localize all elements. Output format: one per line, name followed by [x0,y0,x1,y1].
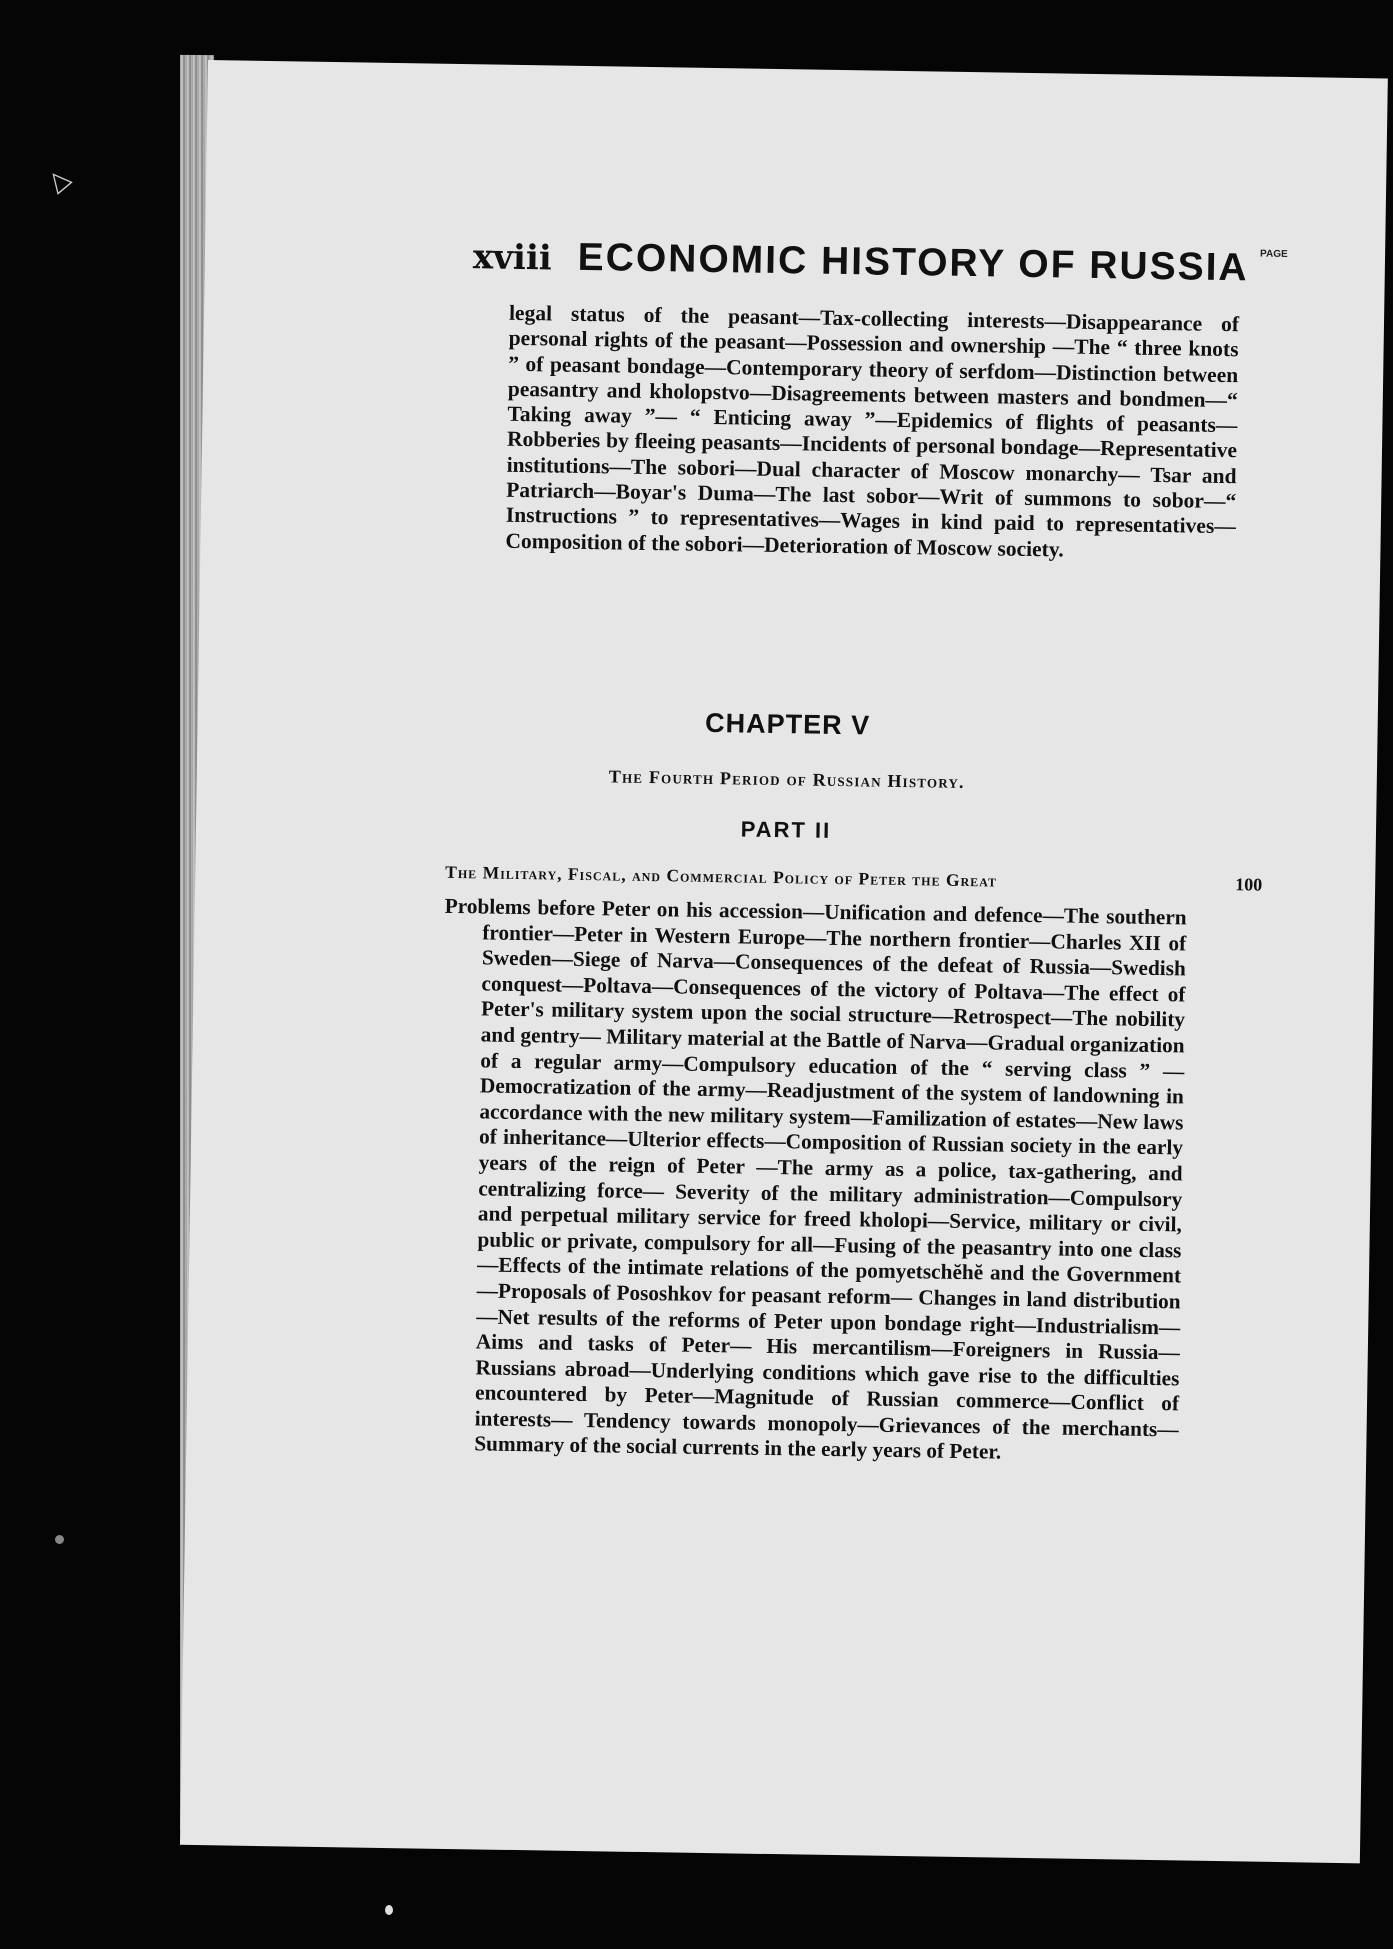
book-page [180,60,1388,1863]
chapter-summary: Problems before Peter on his accession—Unification and defence—The southern frontier—Peter in Western Europe—The northern frontier—Charles XII of Sweden—Siege of Narva—Consequences of the defeat of Russia—Swedish conquest—Poltava—Consequences of the victory of Poltava—The effect of Peter's military system upon the social structure—Retrospect—The nobility and gentry— Military material at the Battle of Narva—Gradual organization of a regular army—Compulsory education of the “ serving class ” —Democratization of the army—Readjustment of the system of landowning in accordance with the new military system—Familization of estates—New laws of inheritance—Ulterior effects—Composition of Russian society in the early years of the reign of Peter —The army as a police, tax-gathering, and centralizing force— Severity of the military administration—Compulsory and perpetual military service for freed kholopi—Service, military or civil, public or private, compulsory for all—Fusing of the peasantry into one class—Effects of the intimate relations of the pomyetschĕhĕ and the Government—Proposals of Pososhkov for peasant reform— Changes in land distribution—Net results of the reforms of Peter upon bondage right—Industrialism—Aims and tasks of Peter— His mercantilism—Foreigners in Russia—Russians abroad—Underlying conditions which gave rise to the difficulties encountered by Peter—Magnitude of Russian commerce—Conflict of interests— Tendency towards monopoly—Grievances of the merchants—Summary of the social currents in the early years of Peter. [444,893,1187,1465]
part-title: PART II [740,816,832,843]
section-page-number: 100 [1235,874,1263,895]
page-number: xviii [472,237,553,279]
book-title: ECONOMIC HISTORY OF RUSSIA [577,235,1249,290]
running-head [473,234,1249,290]
scan-speck [55,1535,64,1544]
period-title: The Fourth Period of Russian History. [608,766,965,792]
continued-chapter-summary: legal status of the peasant—Tax-collecting interests—Disappearance of personal rights of the peasant—Possession and ownership —The “ three knots ” of peasant bondage—Contemporary theory of serfdom—Distinction between peasantry and kholopstvo—Disagreements between masters and bondmen—“ Taking away ”— “ Enticing away ”—Epidemics of flights of peasants—Robberies by fleeing peasants—Incidents of personal bondage—Representative institutions—The sobori—Dual character of Moscow monarchy— Tsar and Patriarch—Boyar's Duma—The last sobor—Writ of summons to sobor—“ Instructions ” to representatives—Wages in kind paid to representatives—Composition of the sobori—Deterioration of Moscow society. [505,300,1240,562]
scan-speck [385,1905,393,1915]
page-column-label: PAGE [1259,248,1288,260]
scan-artifact-mark: △ [40,162,76,198]
section-title: The Military, Fiscal, and Commercial Policy of Peter the Great [445,861,998,891]
chapter-title: CHAPTER V [704,707,871,741]
